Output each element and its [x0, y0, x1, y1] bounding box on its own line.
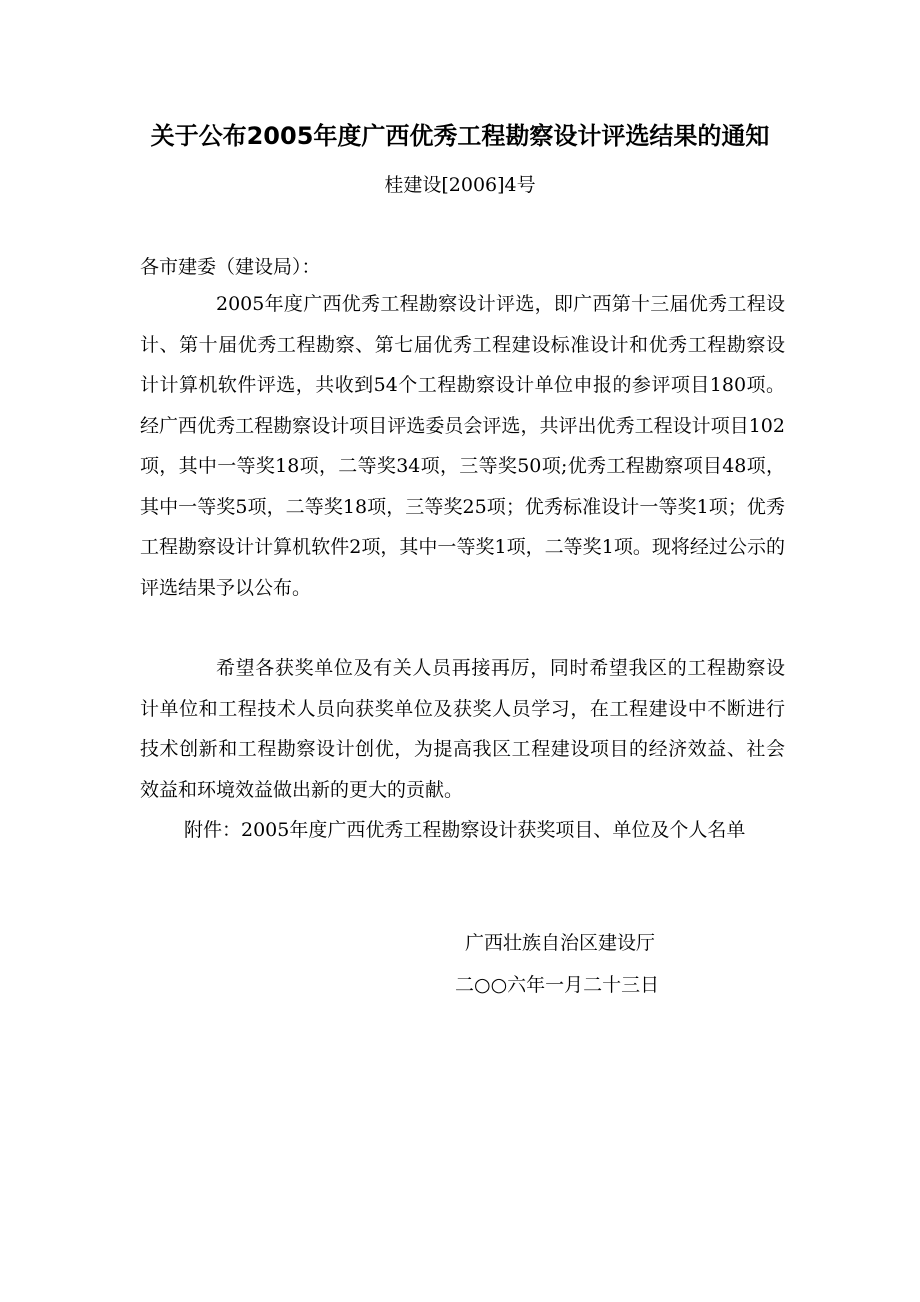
body-paragraph-2: 希望各获奖单位及有关人员再接再厉，同时希望我区的工程勘察设计单位和工程技术人员向获奖单位及获奖人员学习，在工程建设中不断进行技术创新和工程勘察设计创优，为提高我区工程建设项目的经济效益、社会效益和环境效益做出新的更大的贡献。 [140, 657, 785, 801]
salutation: 各市建委（建设局）： [140, 256, 321, 278]
issuer-signature: 广西壮族自治区建设厅 [465, 932, 656, 954]
body-paragraph-1: 2005年度广西优秀工程勘察设计评选，即广西第十三届优秀工程设计、第十届优秀工程勘察、第七届优秀工程建设标准设计和优秀工程勘察设计计算机软件评选，共收到54个工程勘察设计单位申报的参评项目180项。经广西优秀工程勘察设计项目评选委员会评选，共评出优秀工程设计项目102项，其中一等奖18项，二等奖34项，三等奖50项;优秀工程勘察项目48项，其中一等奖5项，二等奖18项，三等奖25项；优秀标准设计一等奖1项；优秀工程勘察设计计算机软件2项，其中一等奖1项，二等奖1项。现将经过公示的评选结果予以公布。 [140, 293, 785, 599]
document-title: 关于公布2005年度广西优秀工程勘察设计评选结果的通知 [150, 122, 770, 150]
document-number: 桂建设[2006]4号 [384, 174, 536, 196]
attachment-note: 附件：2005年度广西优秀工程勘察设计获奖项目、单位及个人名单 [184, 819, 746, 841]
issue-date: 二○○六年一月二十三日 [455, 974, 660, 996]
